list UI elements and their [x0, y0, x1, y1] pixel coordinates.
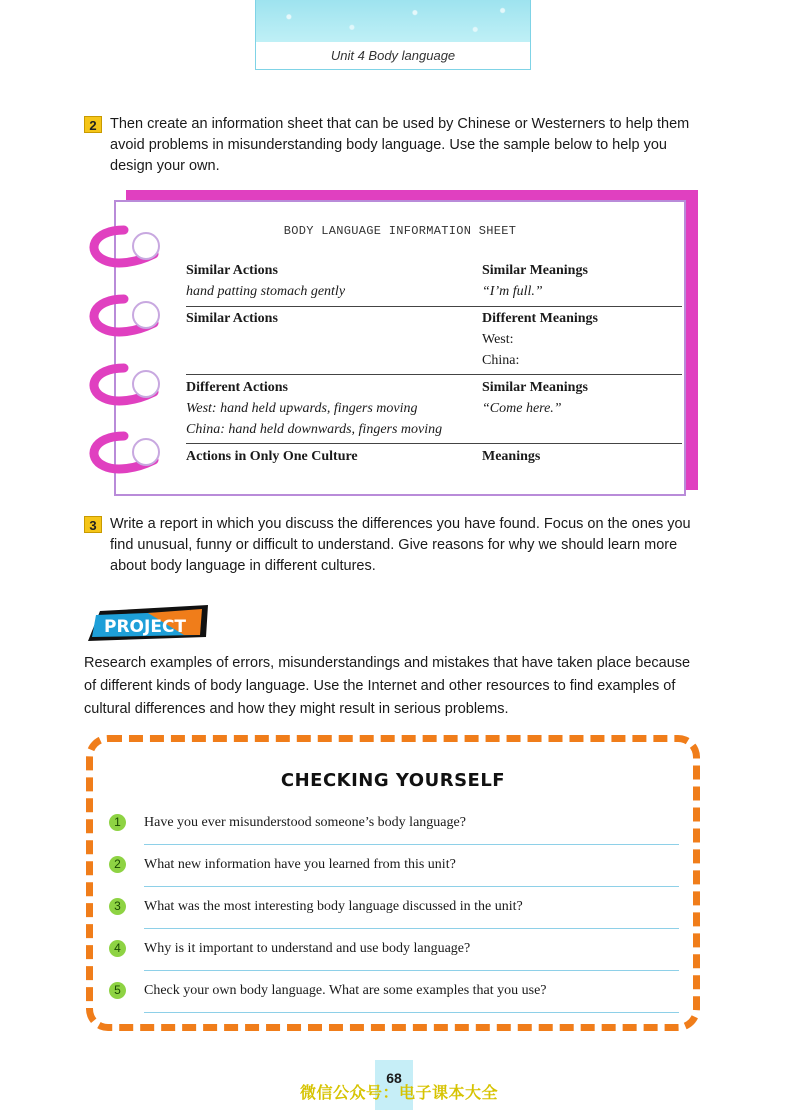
unit-title: Unit 4 Body language — [330, 48, 456, 63]
task-number-badge: 2 — [84, 116, 102, 133]
question-number: 2 — [109, 856, 126, 873]
binder-ring-icon — [84, 291, 164, 341]
meaning-china-label: China: — [482, 353, 520, 368]
left-heading: Similar Actions — [186, 263, 278, 278]
right-heading: Different Meanings — [482, 311, 598, 326]
right-heading: Meanings — [482, 449, 541, 464]
example-action: West: hand held upwards, fingers moving — [186, 401, 418, 416]
task-3 — [84, 514, 704, 577]
meaning-west-label: West: — [482, 332, 514, 347]
left-heading: Actions in Only One Culture — [186, 449, 358, 464]
question-text: What was the most interesting body language discussed in the unit? — [144, 899, 523, 914]
question-text: Why is it important to understand and use body language? — [144, 941, 471, 956]
question-number: 4 — [109, 940, 126, 957]
answer-line — [144, 970, 679, 971]
left-heading: Different Actions — [186, 380, 288, 395]
task-2 — [84, 114, 704, 177]
example-meaning: “I’m full.” — [482, 284, 543, 299]
question-text: Check your own body language. What are some examples that you use? — [144, 983, 547, 998]
left-heading: Similar Actions — [186, 311, 278, 326]
project-text: Research examples of errors, misunderstandings and mistakes that have taken place because of different kinds of body language. Use the Internet and other resources to find examples of cultural differences and how they might result in serious problems. — [84, 655, 691, 717]
answer-line — [144, 844, 679, 845]
question-number: 3 — [109, 898, 126, 915]
header-banner — [256, 0, 530, 42]
binder-ring-icon — [84, 360, 164, 410]
project-badge — [88, 605, 208, 641]
divider — [186, 374, 682, 375]
binder-ring-icon — [84, 222, 164, 272]
unit-header — [255, 0, 531, 70]
answer-line — [144, 928, 679, 929]
task-text: Write a report in which you discuss the differences you have found. Focus on the ones you find unusual, funny or difficult to understand. Give reasons for why we should learn more about body language in different cultures. — [110, 516, 691, 574]
information-sheet — [114, 200, 686, 496]
question-text: Have you ever misunderstood someone’s body language? — [144, 815, 466, 830]
question-number: 1 — [109, 814, 126, 831]
binder-ring-icon — [84, 428, 164, 478]
example-meaning: “Come here.” — [482, 401, 562, 416]
question-text: What new information have you learned from this unit? — [144, 857, 456, 872]
example-action: hand patting stomach gently — [186, 284, 346, 299]
divider — [186, 443, 682, 444]
task-text: Then create an information sheet that can be used by Chinese or Westerners to help them avoid problems in misunderstanding body language. Use the sample below to help you design your own. — [110, 116, 690, 174]
footer-watermark: 微信公众号：电子课本大全 — [300, 1085, 499, 1102]
project-badge-label: PROJECT — [104, 617, 187, 637]
page-number: 68 — [386, 1070, 402, 1086]
right-heading: Similar Meanings — [482, 263, 588, 278]
question-number: 5 — [109, 982, 126, 999]
right-heading: Similar Meanings — [482, 380, 588, 395]
example-action: China: hand held downwards, fingers moving — [186, 422, 443, 437]
checking-title: CHECKING YOURSELF — [280, 770, 506, 791]
divider — [186, 306, 682, 307]
task-number-badge: 3 — [84, 516, 102, 533]
checking-yourself-box — [86, 735, 700, 1031]
sheet-title: BODY LANGUAGE INFORMATION SHEET — [283, 224, 517, 238]
answer-line — [144, 1012, 679, 1013]
answer-line — [144, 886, 679, 887]
